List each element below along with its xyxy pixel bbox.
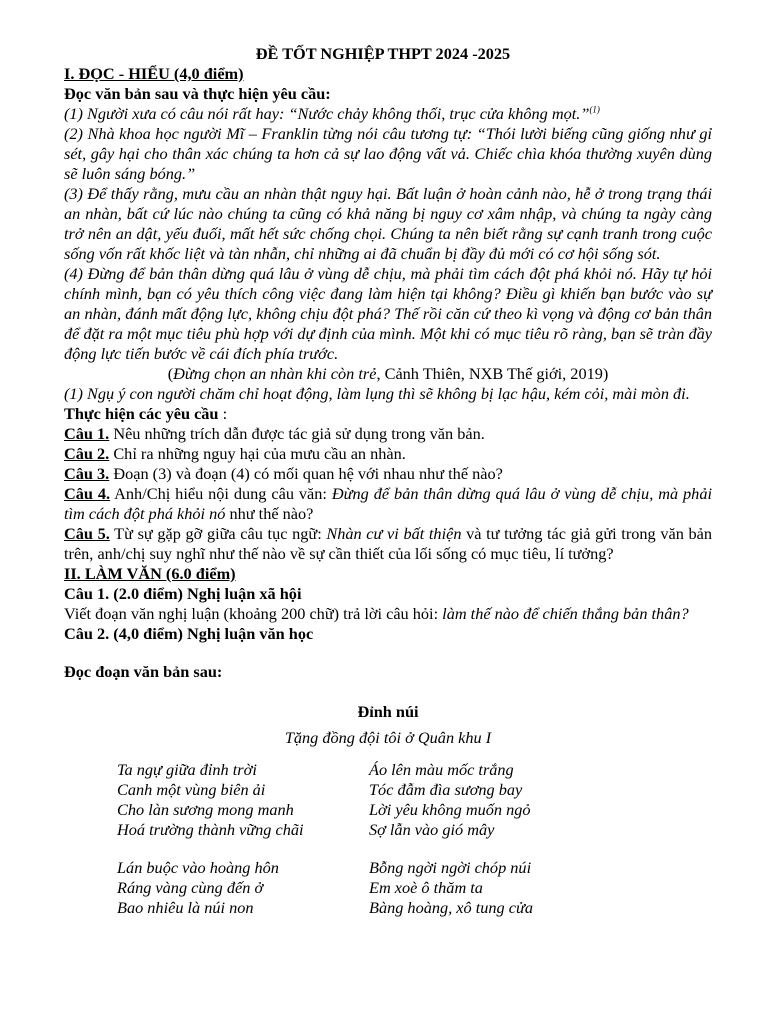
footnote-marker: (1) — [589, 104, 600, 115]
poem-line: Ráng vàng cùng đến ở Em xoè ô thăm ta — [117, 878, 483, 897]
exam-page — [64, 44, 712, 918]
poem — [117, 760, 712, 918]
section2-heading: II. LÀM VĂN (6.0 điểm) — [64, 564, 236, 583]
tasks-heading: Thực hiện các yêu cầu : — [64, 404, 228, 423]
paragraph-3: (3) Để thấy rằng, mưu cầu an nhàn thật nguy hại. Bất luận ở hoàn cảnh nào, hễ ở trong trạng thái an nhàn, bất cứ lúc nào chúng ta cũng có khả năng bị nguy cơ xâm nhập, và chúng ta ngày càng trở nên an dật, yếu đuối, mất hết sức chống chọi. Chúng ta nên biết rằng sự cạnh tranh trong cuộc sống vốn rất khốc liệt và tàn nhẫn, chỉ những ai đã chuẩn bị đầy đủ mới có cơ hội sống sót. — [64, 184, 712, 263]
question-4: Câu 4. Anh/Chị hiểu nội dung câu văn: Đừng để bản thân dừng quá lâu ở vùng dễ chịu, mà phải tìm cách đột phá khỏi nó như thế nào? — [64, 484, 712, 523]
poem-line: Bao nhiêu là núi non Bàng hoàng, xô tung cửa — [117, 898, 533, 917]
question-3: Câu 3. Đoạn (3) và đoạn (4) có mối quan hệ với nhau như thế nào? — [64, 464, 503, 483]
question-5: Câu 5. Từ sự gặp gỡ giữa câu tục ngữ: Nhàn cư vi bất thiện và tư tưởng tác giả gửi trong văn bản trên, anh/chị suy nghĩ như thế nào về sự cần thiết của lối sống có mục tiêu, lí tưởng? — [64, 524, 712, 563]
poem-line: Ta ngự giữa đỉnh trời Áo lên màu mốc trắng — [117, 760, 514, 779]
poem-line: Cho làn sương mong manh Lời yêu không muốn ngỏ — [117, 800, 531, 819]
poem-line: Lán buộc vào hoàng hôn Bỗng ngời ngời chóp núi — [117, 858, 532, 877]
read-instruction: Đọc văn bản sau và thực hiện yêu cầu: — [64, 84, 331, 103]
exam-title: ĐỀ TỐT NGHIỆP THPT 2024 -2025 — [255, 44, 511, 63]
paragraph-4: (4) Đừng để bản thân dừng quá lâu ở vùng dễ chịu, mà phải tìm cách đột phá khỏi nó. Hãy tự hỏi chính mình, bạn có yêu thích công việc đang làm hiện tại không? Điều gì khiến bạn bước vào sự an nhàn, đánh mất động lực, không chịu đột phá? Thế rồi căn cứ theo kì vọng và động cơ bản thân để đặt ra một mục tiêu phù hợp với dự định của mình. Một khi có mục tiêu rõ ràng, bạn sẽ tràn đầy động lực tiến bước về cái đích phía trước. — [64, 264, 712, 363]
source-title: Đừng chọn an nhàn khi còn trẻ — [173, 364, 377, 383]
question-1: Câu 1. Nêu những trích dẫn được tác giả sử dụng trong văn bản. — [64, 424, 485, 443]
read-passage-instruction: Đọc đoạn văn bản sau: — [64, 662, 223, 681]
poem-dedication: Tặng đồng đội tôi ở Quân khu I — [284, 728, 492, 747]
question-2: Câu 2. Chỉ ra những nguy hại của mưu cầu an nhàn. — [64, 444, 406, 463]
section2-question-1-heading: Câu 1. (2.0 điểm) Nghị luận xã hội — [64, 584, 302, 603]
paragraph-2: (2) Nhà khoa học người Mĩ – Franklin từng nói câu tương tự: “Thói lười biếng cũng giống như gỉ sét, gây hại cho thân xác chúng ta hơn cả sự lao động vất vả. Chiếc chìa khóa thường xuyên dùng sẽ luôn sáng bóng.” — [64, 124, 712, 183]
paragraph-1: (1) Người xưa có câu nói rất hay: “Nước chảy không thối, trục cửa không mọt.”$^{(1)}$ — [64, 104, 600, 123]
section2-question-1: Viết đoạn văn nghị luận (khoảng 200 chữ) trả lời câu hỏi: làm thế nào để chiến thắng bản thân? — [64, 604, 689, 623]
footnote: (1) Ngụ ý con người chăm chỉ hoạt động, làm lụng thì sẽ không bị lạc hậu, kém cỏi, mài mòn đi. — [64, 384, 690, 403]
section2-question-2-heading: Câu 2. (4,0 điểm) Nghị luận văn học — [64, 624, 314, 643]
poem-line: Hoá trường thành vững chãi Sợ lẫn vào gió mây — [117, 820, 495, 839]
section1-heading: I. ĐỌC - HIỂU (4,0 điểm) — [64, 64, 244, 83]
poem-title: Đỉnh núi — [357, 702, 419, 721]
source-citation: (Đừng chọn an nhàn khi còn trẻ, Cảnh Thiên, NXB Thế giới, 2019) — [167, 364, 609, 383]
poem-line: Canh một vùng biên ải Tóc đẫm đìa sương bay — [117, 780, 523, 799]
